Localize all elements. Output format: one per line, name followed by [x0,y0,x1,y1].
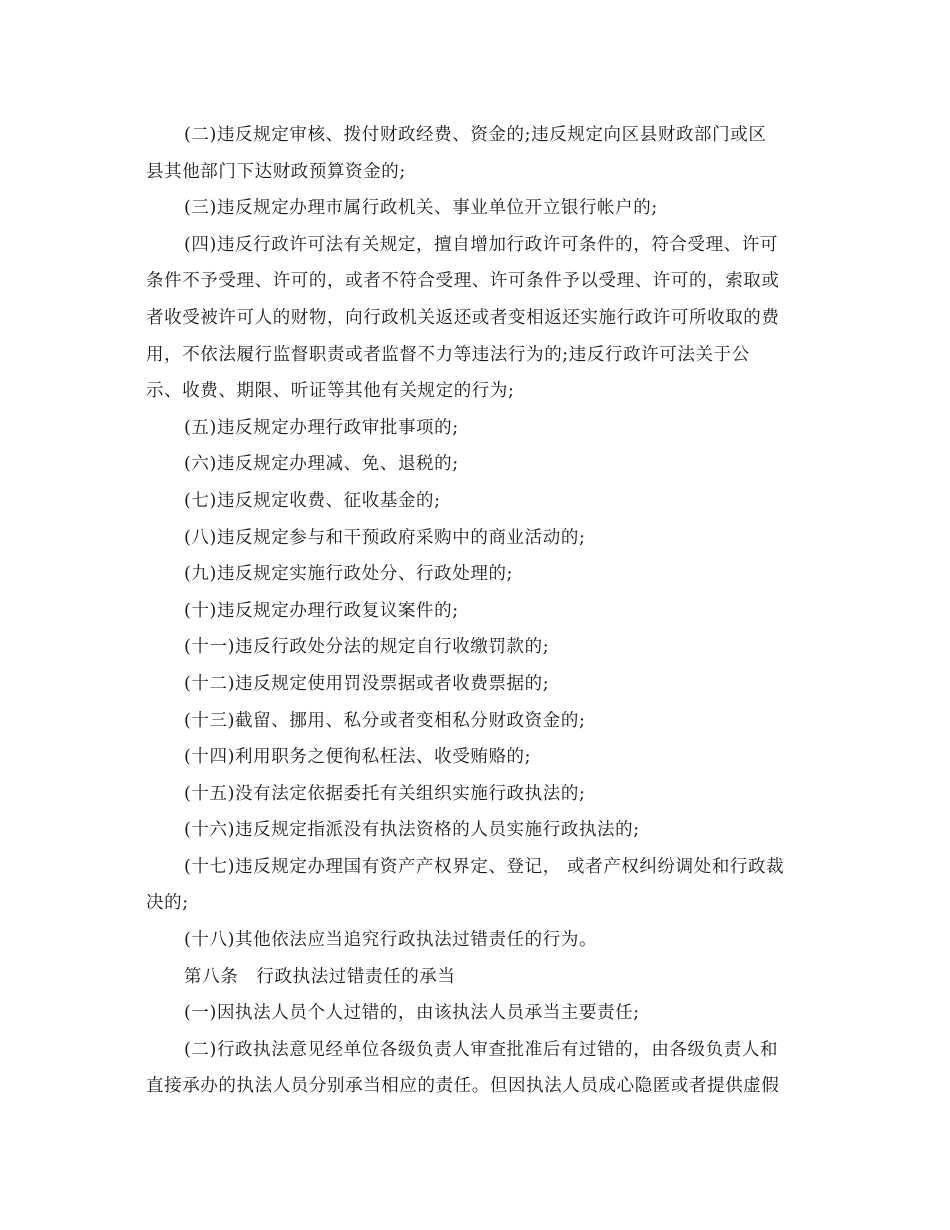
paragraph-line: (九)违反规定实施行政处分、行政处理的; [184,564,514,585]
paragraph-line: (十四)利用职务之便徇私枉法、收受贿赂的; [184,747,532,768]
paragraph-line: (二)行政执法意见经单位各级负责人审查批准后有过错的，由各级负责人和 [184,1039,779,1060]
paragraph-line: 直接承办的执法人员分别承当相应的责任。但因执法人员成心隐匿或者提供虚假 [146,1076,780,1097]
paragraph-line: (十三)截留、挪用、私分或者变相私分财政资金的; [184,710,586,731]
paragraph-line: (十)违反规定办理行政复议案件的; [184,600,459,621]
paragraph-line: (三)违反规定办理市属行政机关、事业单位开立银行帐户的; [184,198,658,219]
paragraph-line: 用，不依法履行监督职责或者监督不力等违法行为的;违反行政许可法关于公 [146,344,750,365]
paragraph-line: (二)违反规定审核、拨付财政经费、资金的;违反规定向区县财政部门或区 [184,125,767,145]
paragraph-line: (一)因执法人员个人过错的，由该执法人员承当主要责任; [184,1003,640,1024]
paragraph-line: (五)违反规定办理行政审批事项的; [184,417,459,438]
document-page [146,117,811,1105]
paragraph-line: 县其他部门下达财政预算资金的; [146,161,406,182]
paragraph-line: 者收受被许可人的财物，向行政机关返还或者变相返还实施行政许可所收取的费 [146,307,780,328]
paragraph-line: 决的; [146,893,189,914]
paragraph-line: (十七)违反规定办理国有资产产权界定、登记， 或者产权纠纷调处和行政裁 [184,856,785,877]
article-heading: 第八条 行政执法过错责任的承当 [184,966,456,987]
paragraph-line: (四)违反行政许可法有关规定，擅自增加行政许可条件的，符合受理、许可 [184,234,779,255]
paragraph-line: 条件不予受理、许可的，或者不符合受理、许可条件予以受理、许可的，索取或 [146,271,780,292]
paragraph-line: (七)违反规定收费、征收基金的; [184,490,441,511]
paragraph-line: (十五)没有法定依据委托有关组织实施行政执法的; [184,783,586,804]
paragraph-line: (六)违反规定办理减、免、退税的; [184,454,459,475]
paragraph-line: (八)违反规定参与和干预政府采购中的商业活动的; [184,527,586,548]
paragraph-line: 示、收费、期限、听证等其他有关规定的行为; [146,381,515,402]
paragraph-line: (十八)其他依法应当追究行政执法过错责任的行为。 [184,930,598,951]
paragraph-line: (十一)违反行政处分法的规定自行收缴罚款的; [184,637,550,658]
paragraph-line: (十六)违反规定指派没有执法资格的人员实施行政执法的; [184,820,640,841]
paragraph-line: (十二)违反规定使用罚没票据或者收费票据的; [184,673,550,694]
